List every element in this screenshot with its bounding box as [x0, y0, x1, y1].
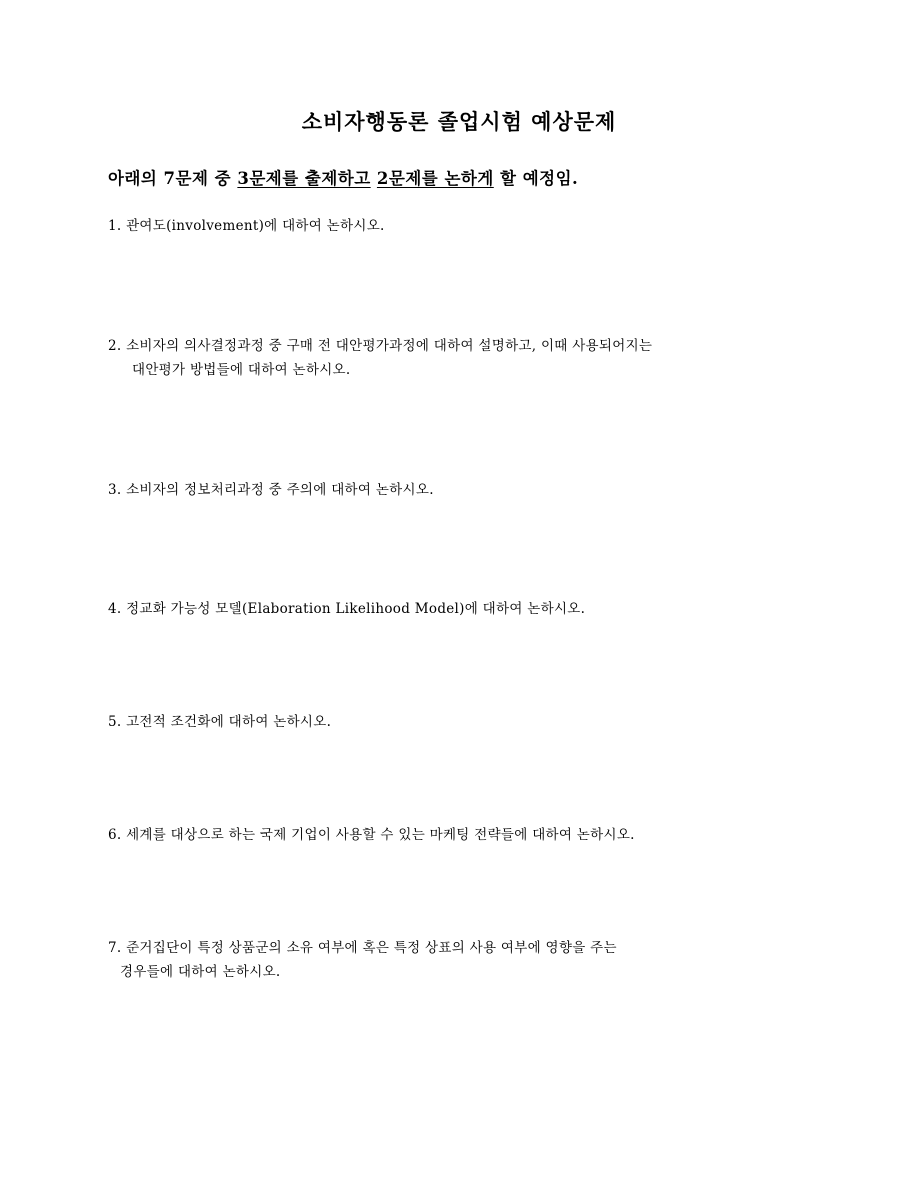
question-7-text: 7. 준거집단이 특정 상품군의 소유 여부에 혹은 특정 상표의 사용 여부에 영향을 주는 [108, 940, 617, 956]
question-2-text-continued: 대안평가 방법들에 대하여 논하시오. [132, 362, 351, 378]
notice-underlined-2: 2문제를 논하게 [376, 169, 494, 188]
question-4 [108, 597, 585, 621]
question-6-text: 6. 세계를 대상으로 하는 국제 기업이 사용할 수 있는 마케팅 전략들에 대하여 논하시오. [108, 827, 635, 843]
page-title: 소비자행동론 졸업시험 예상문제 [301, 109, 617, 134]
question-5-text: 5. 고전적 조건화에 대하여 논하시오. [108, 714, 332, 730]
question-6 [108, 823, 635, 847]
question-2 [108, 334, 652, 382]
notice-suffix: 할 예정임. [493, 169, 579, 188]
question-3 [108, 478, 434, 502]
question-7-text-continued: 경우들에 대하여 논하시오. [120, 964, 281, 980]
question-7 [108, 936, 617, 984]
notice-prefix: 아래의 7문제 중 [108, 169, 238, 188]
exam-notice [108, 165, 578, 189]
question-3-text: 3. 소비자의 정보처리과정 중 주의에 대하여 논하시오. [108, 482, 434, 498]
question-4-text: 4. 정교화 가능성 모델(Elaboration Likelihood Model)에 대하여 논하시오. [108, 601, 586, 617]
question-5 [108, 710, 331, 734]
notice-underlined-1: 3문제를 출제하고 [237, 169, 371, 188]
question-2-text: 2. 소비자의 의사결정과정 중 구매 전 대안평가과정에 대하여 설명하고, 이때 사용되어지는 [108, 338, 653, 354]
question-1-text: 1. 관여도(involvement)에 대하여 논하시오. [108, 218, 385, 234]
question-1 [108, 214, 385, 238]
